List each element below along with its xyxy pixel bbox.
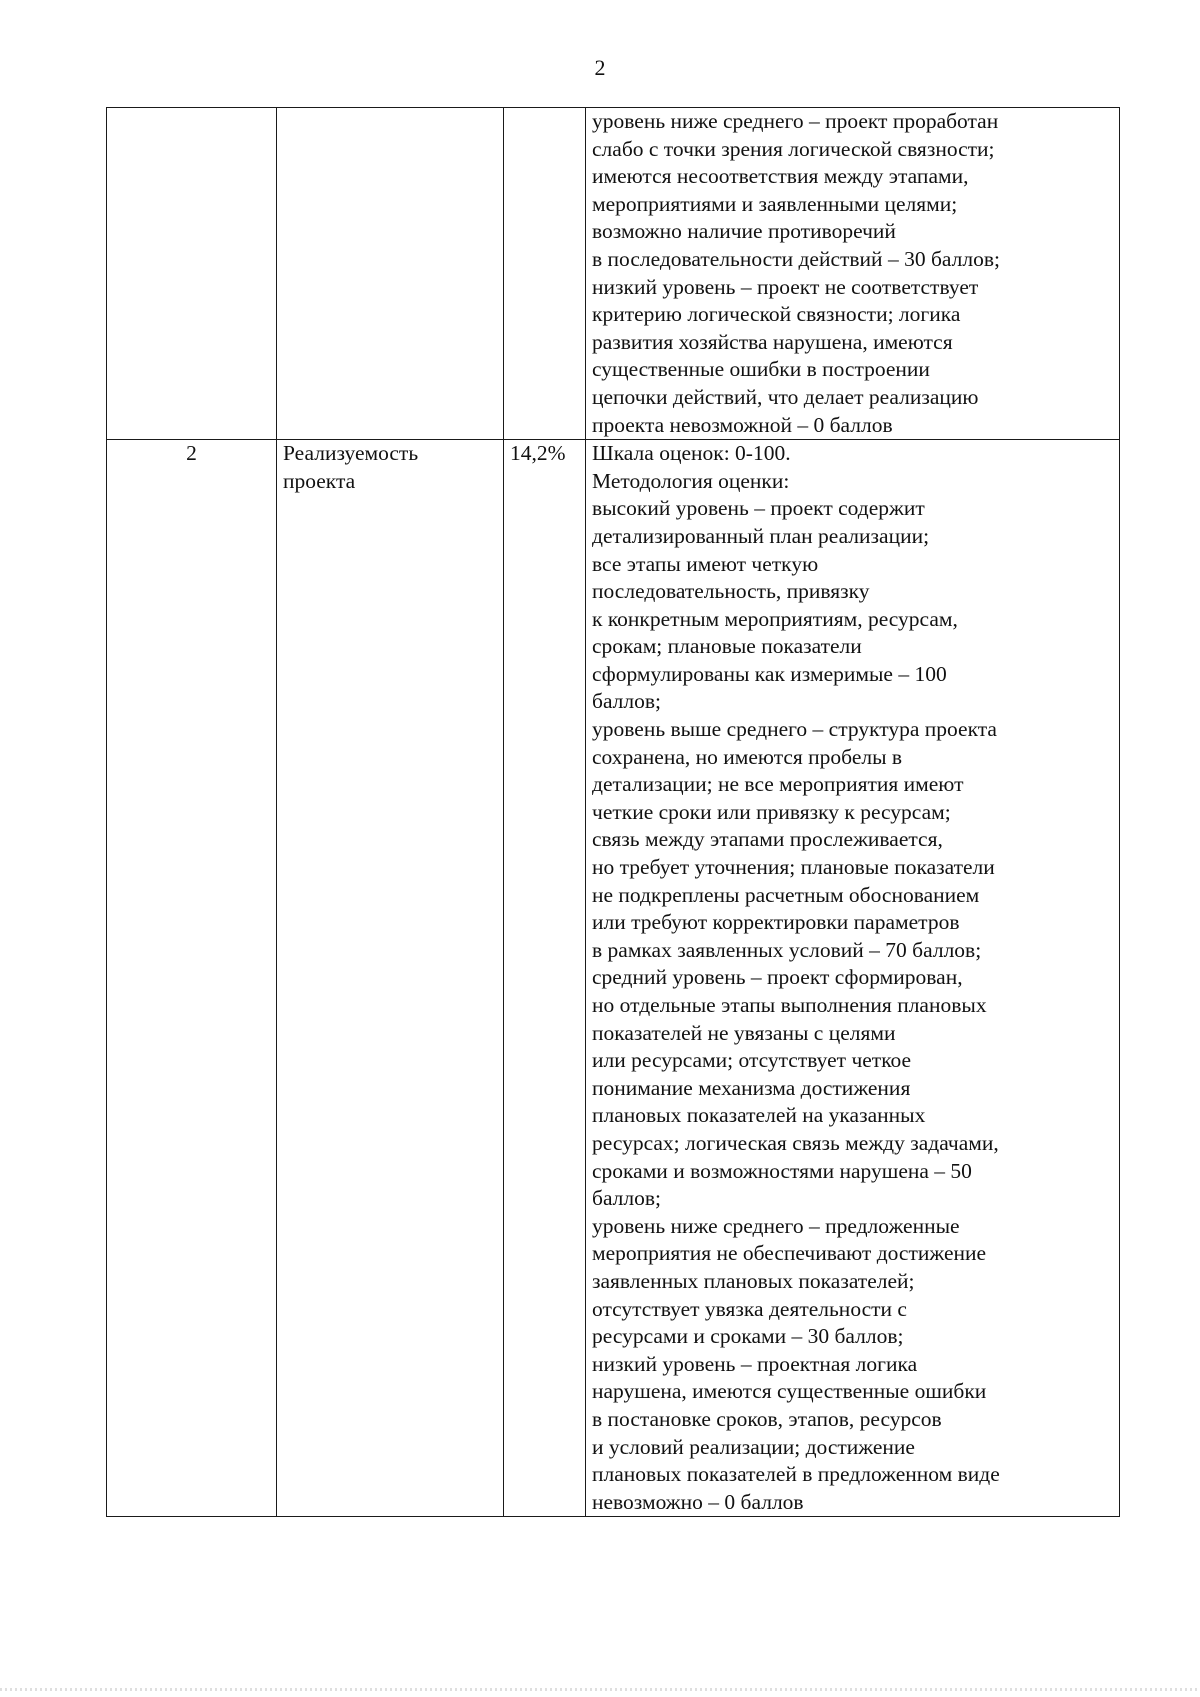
criterion-description-line: в рамках заявленных условий – 70 баллов; [592, 937, 982, 962]
criterion-name-line: Реализуемость [283, 441, 419, 466]
criteria-table-body [107, 108, 1120, 1517]
criterion-name-cell [277, 108, 504, 440]
criterion-description-line: понимание механизма достижения [592, 1075, 911, 1100]
table-row [107, 440, 1120, 1517]
criterion-description-line: отсутствует увязка деятельности с [592, 1296, 907, 1321]
criterion-description-line: последовательность, привязку [592, 579, 870, 604]
criterion-description-line: заявленных плановых показателей; [592, 1268, 915, 1293]
criterion-description-line: мероприятия не обеспечивают достижение [592, 1241, 987, 1266]
criterion-description-line: показателей не увязаны с целями [592, 1020, 896, 1045]
criterion-description-line: срокам; плановые показатели [592, 634, 862, 659]
criterion-description-line: низкий уровень – проектная логика [592, 1351, 918, 1376]
criterion-weight-cell [504, 108, 586, 440]
criterion-description-cell [586, 108, 1120, 440]
criterion-description-line: критерию логической связности; логика [592, 302, 961, 327]
page-number: 2 [594, 55, 606, 80]
criterion-description-line: связь между этапами прослеживается, [592, 827, 943, 852]
criterion-description-line: мероприятиями и заявленными целями; [592, 191, 958, 216]
criterion-number-cell [107, 108, 277, 440]
criterion-description-line: не подкреплены расчетным обоснованием [592, 882, 980, 907]
scan-edge-line [0, 1688, 1200, 1691]
criterion-description-line: баллов; [592, 689, 662, 714]
criterion-description-line: невозможно – 0 баллов [592, 1489, 804, 1514]
criterion-description-line: Шкала оценок: 0-100. [592, 441, 791, 466]
criterion-description-line: в постановке сроков, этапов, ресурсов [592, 1406, 942, 1431]
criterion-description-line: ресурсах; логическая связь между задачами, [592, 1130, 999, 1155]
criterion-name-line: проекта [283, 468, 356, 493]
criterion-description-line: низкий уровень – проект не соответствует [592, 274, 979, 299]
criterion-description-line: цепочки действий, что делает реализацию [592, 384, 979, 409]
criterion-description-line: имеются несоответствия между этапами, [592, 164, 969, 189]
criterion-description-line: плановых показателей в предложенном виде [592, 1462, 1000, 1487]
criterion-description-line: но отдельные этапы выполнения плановых [592, 993, 987, 1017]
criterion-description-line: сформулированы как измеримые – 100 [592, 661, 947, 686]
criterion-name-cell [277, 440, 504, 1517]
criterion-description-line: или требуют корректировки параметров [592, 910, 960, 935]
criterion-description-line: но требует уточнения; плановые показатели [592, 855, 995, 880]
criterion-description-line: или ресурсами; отсутствует четкое [592, 1048, 912, 1073]
criterion-description-line: сохранена, но имеются пробелы в [592, 744, 903, 769]
criterion-description-line: уровень ниже среднего – предложенные [592, 1213, 960, 1238]
criterion-description-line: Методология оценки: [592, 468, 790, 493]
criterion-description-line: и условий реализации; достижение [592, 1434, 915, 1459]
criterion-description-cell [586, 440, 1120, 1517]
criterion-description-line: все этапы имеют четкую [592, 551, 819, 576]
criterion-description-line: детализации; не все мероприятия имеют [592, 772, 964, 797]
criterion-number-cell [107, 440, 277, 1517]
criterion-description-line: к конкретным мероприятиям, ресурсам, [592, 606, 958, 631]
criterion-description-line: плановых показателей на указанных [592, 1103, 926, 1128]
criterion-weight-cell [504, 440, 586, 1517]
criterion-description-line: возможно наличие противоречий [592, 219, 896, 244]
criterion-description-line: детализированный план реализации; [592, 523, 930, 548]
criterion-description-line: слабо с точки зрения логической связности; [592, 136, 995, 161]
criterion-description-line: баллов; [592, 1186, 662, 1211]
criterion-description-line: уровень выше среднего – структура проекта [592, 717, 997, 742]
criterion-number: 2 [186, 441, 197, 466]
criterion-weight: 14,2% [510, 441, 566, 466]
criterion-description-line: высокий уровень – проект содержит [592, 496, 925, 521]
criterion-description-line: в последовательности действий – 30 баллов; [592, 246, 1000, 271]
criterion-description-line: четкие сроки или привязку к ресурсам; [592, 799, 951, 824]
table-row [107, 108, 1120, 440]
criterion-description-line: ресурсами и сроками – 30 баллов; [592, 1324, 904, 1349]
criterion-description-line: уровень ниже среднего – проект проработан [592, 109, 999, 133]
criterion-description-line: средний уровень – проект сформирован, [592, 965, 963, 990]
criterion-description-line: сроками и возможностями нарушена – 50 [592, 1158, 972, 1183]
criterion-description-line: нарушена, имеются существенные ошибки [592, 1379, 987, 1404]
criterion-description-line: существенные ошибки в построении [592, 357, 930, 382]
criteria-table [106, 107, 1120, 1517]
criterion-description-line: развития хозяйства нарушена, имеются [592, 329, 953, 354]
criterion-description-line: проекта невозможной – 0 баллов [592, 412, 893, 437]
